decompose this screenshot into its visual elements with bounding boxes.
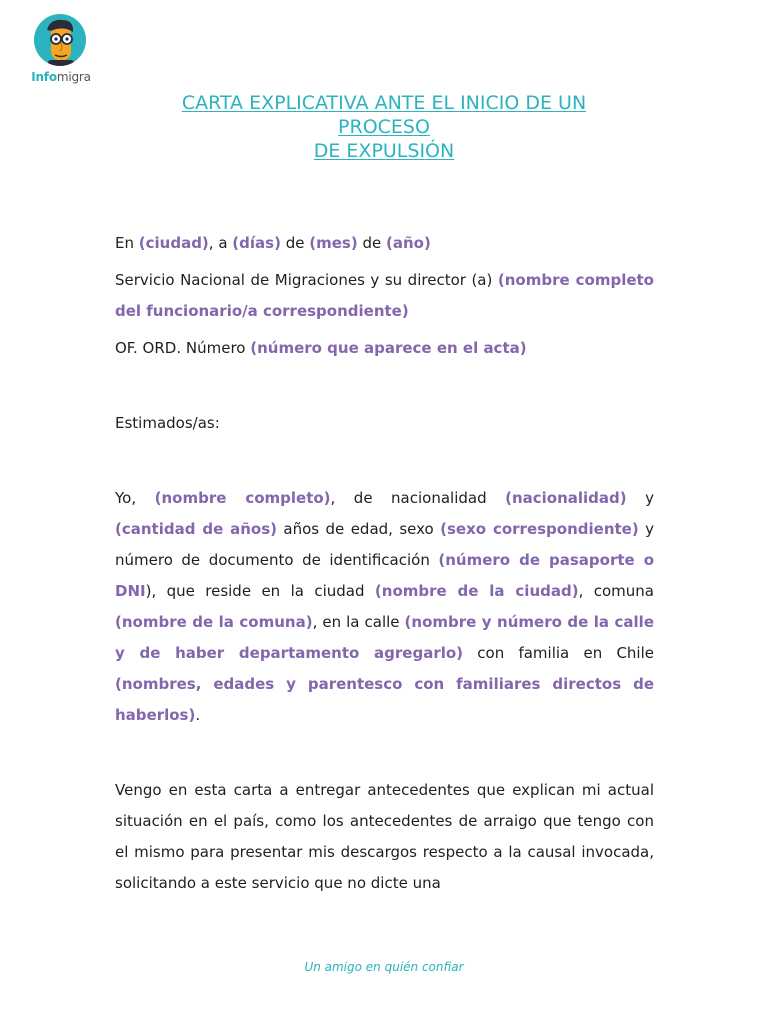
recipient-line: Servicio Nacional de Migraciones y su director (a) (nombre completo del funcionario/a correspondiente) (115, 271, 654, 320)
mascot-icon (34, 14, 86, 66)
document-number-placeholder: (número de pasaporte o DNI (115, 551, 654, 600)
letter-body (115, 228, 654, 899)
footer-tagline: Un amigo en quién confiar (304, 960, 464, 974)
date-line: En (ciudad), a (días) de (mes) de (año) (115, 234, 431, 252)
title-line-1: CARTA EXPLICATIVA ANTE EL INICIO DE UN (181, 92, 587, 114)
explanation-paragraph: Vengo en esta carta a entregar antecedentes que explican mi actual situación en el país, como los antecedentes de arraigo que tengo con el mismo para presentar mis descargos respecto a la causal invocada, solicitando a este servicio que no dicte una (115, 781, 654, 892)
street-placeholder: (nombre y número de la calle y de haber departamento agregarlo) (115, 613, 654, 662)
city-placeholder: (ciudad) (138, 234, 209, 252)
nationality-placeholder: (nacionalidad) (505, 489, 627, 507)
family-placeholder: (nombres, edades y parentesco con familiares directos de haberlos) (115, 675, 654, 724)
infomigra-logo (31, 14, 91, 86)
ord-number-line: OF. ORD. Número (número que aparece en el acta) (115, 339, 527, 357)
title-line-2: PROCESO (338, 116, 430, 138)
month-placeholder: (mes) (309, 234, 358, 252)
letter-title (100, 91, 668, 163)
logo-wordmark: Infomigra (31, 70, 91, 84)
year-placeholder: (año) (385, 234, 431, 252)
full-name-placeholder: (nombre completo) (154, 489, 331, 507)
ord-number-placeholder: (número que aparece en el acta) (250, 339, 527, 357)
commune-placeholder: (nombre de la comuna) (115, 613, 313, 631)
sex-placeholder: (sexo correspondiente) (440, 520, 639, 538)
personal-data-paragraph: Yo, (nombre completo), de nacionalidad (nacionalidad) y (cantidad de años) años de edad, sexo (sexo correspondiente) y número de documento de identificación (número de pasaporte o DNI), que reside en la ciudad (nombre de la ciudad), comuna (nombre de la comuna), en la calle (nombre y número de la calle y de haber departamento agregarlo) con familia en Chile (nombres, edades y parentesco con familiares directos de haberlos). (115, 489, 654, 724)
city-name-placeholder: (nombre de la ciudad) (374, 582, 579, 600)
days-placeholder: (días) (232, 234, 281, 252)
official-name-placeholder: (nombre completo del funcionario/a correspondiente) (115, 271, 654, 320)
age-placeholder: (cantidad de años) (115, 520, 277, 538)
greeting: Estimados/as: (115, 414, 220, 432)
title-line-3: DE EXPULSIÓN (313, 140, 455, 162)
